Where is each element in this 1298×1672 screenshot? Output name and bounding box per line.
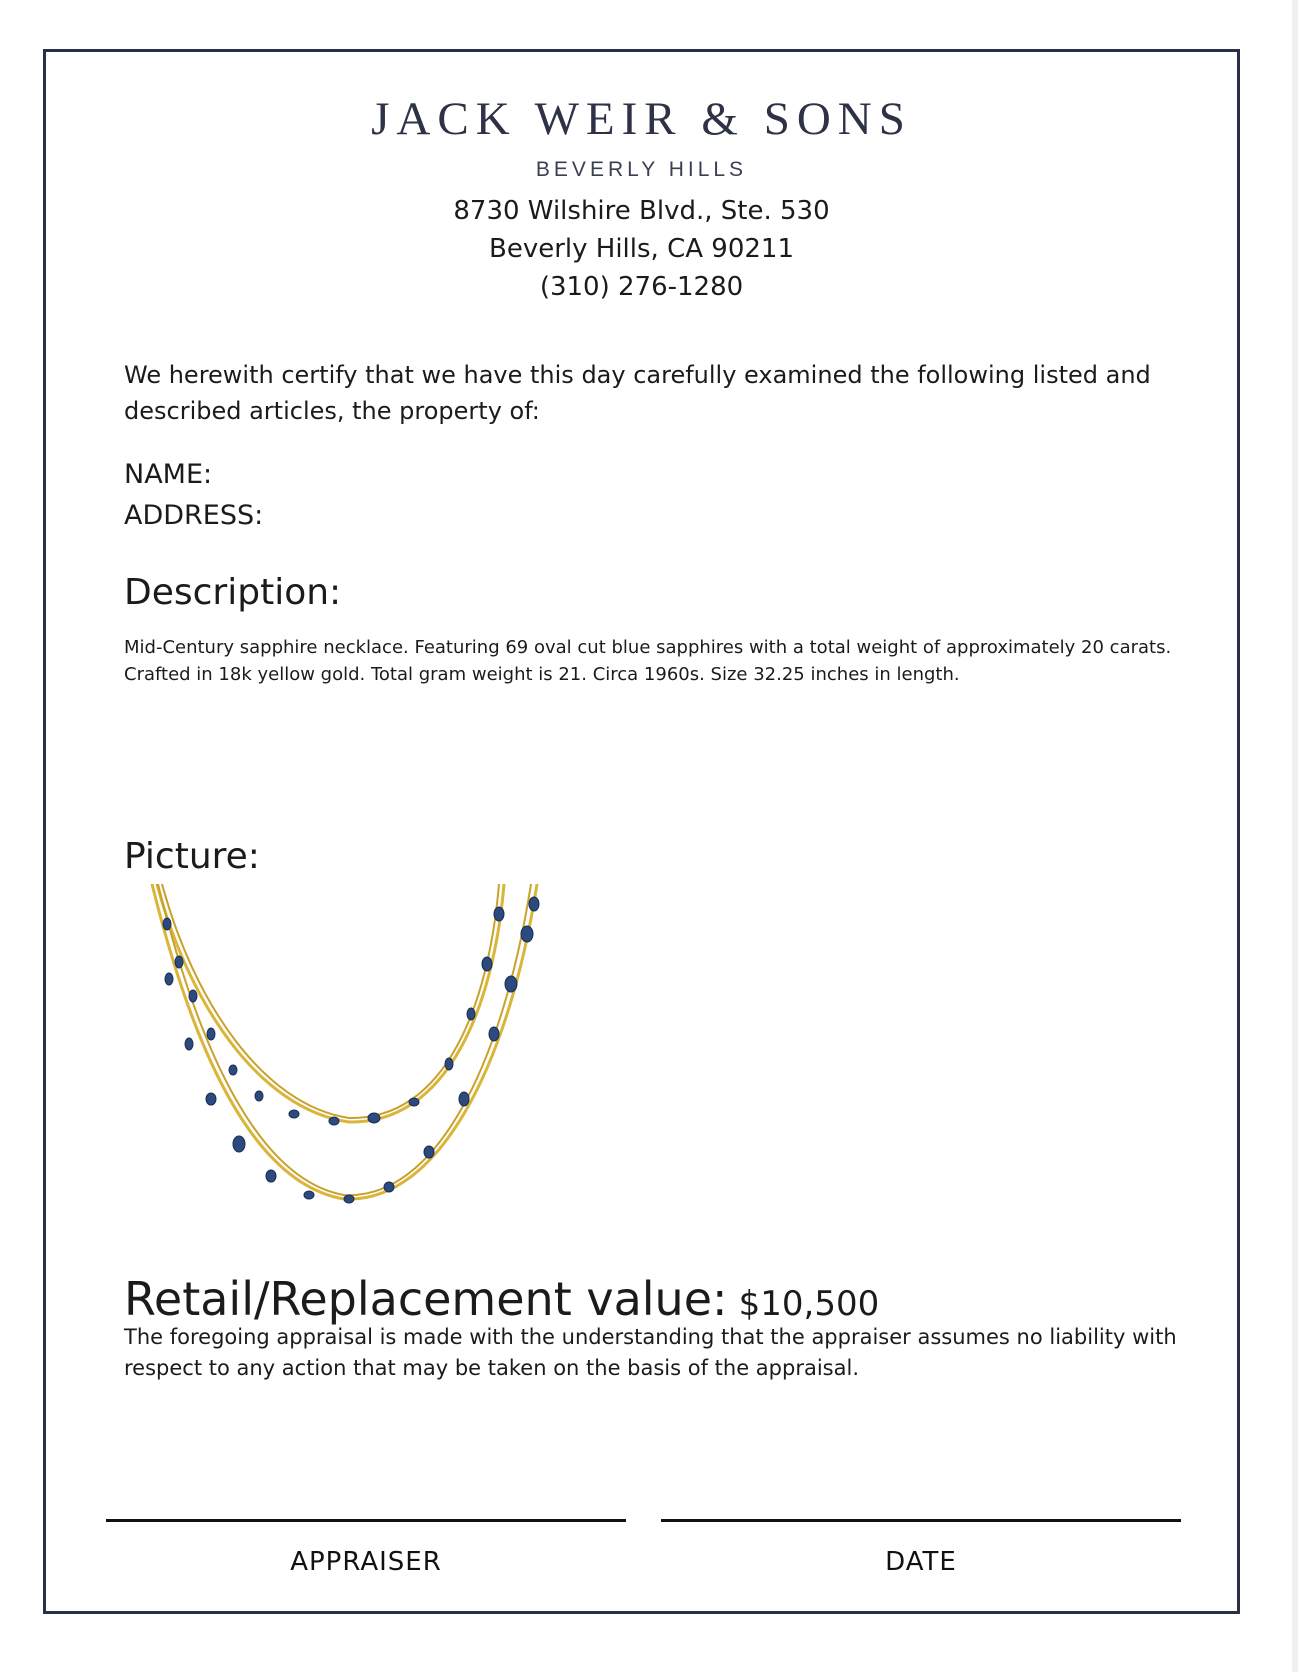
- name-label: NAME:: [124, 459, 213, 490]
- address-line-1: 8730 Wilshire Blvd., Ste. 530: [453, 196, 830, 226]
- address-label: ADDRESS:: [124, 500, 264, 531]
- date-label: DATE: [885, 1547, 957, 1577]
- date-signature-line: [661, 1519, 1181, 1522]
- certification-statement: We herewith certify that we have this day carefully examined the following listed and described articles, the property of:: [124, 361, 1151, 425]
- appraiser-label: APPRAISER: [290, 1547, 442, 1577]
- certificate-frame: [43, 49, 1240, 1614]
- phone-number: (310) 276-1280: [539, 272, 744, 302]
- picture-heading: Picture:: [124, 836, 260, 877]
- page-edge: [1292, 0, 1298, 1672]
- disclaimer-text: The foregoing appraisal is made with the understanding that the appraiser assumes no liability with respect to any action that may be taken on the basis of the appraisal.: [124, 1325, 1177, 1380]
- description-text: Mid-Century sapphire necklace. Featuring 69 oval cut blue sapphires with a total weight of approximately 20 carats. Crafted in 18k yellow gold. Total gram weight is 21. Circa 1960s. Size 32.25 inches in length.: [124, 637, 1172, 685]
- sapphire-necklace-image: [149, 884, 541, 1244]
- brand-logo-text: JACK WEIR & SONS: [371, 93, 912, 145]
- appraiser-signature-line: [106, 1519, 626, 1522]
- address-line-2: Beverly Hills, CA 90211: [489, 234, 794, 264]
- valuation-label: Retail/Replacement value:: [124, 1272, 728, 1326]
- description-heading: Description:: [124, 572, 342, 613]
- valuation-line: [124, 1272, 879, 1326]
- brand-location: BEVERLY HILLS: [535, 158, 748, 181]
- valuation-amount: $10,500: [738, 1284, 880, 1324]
